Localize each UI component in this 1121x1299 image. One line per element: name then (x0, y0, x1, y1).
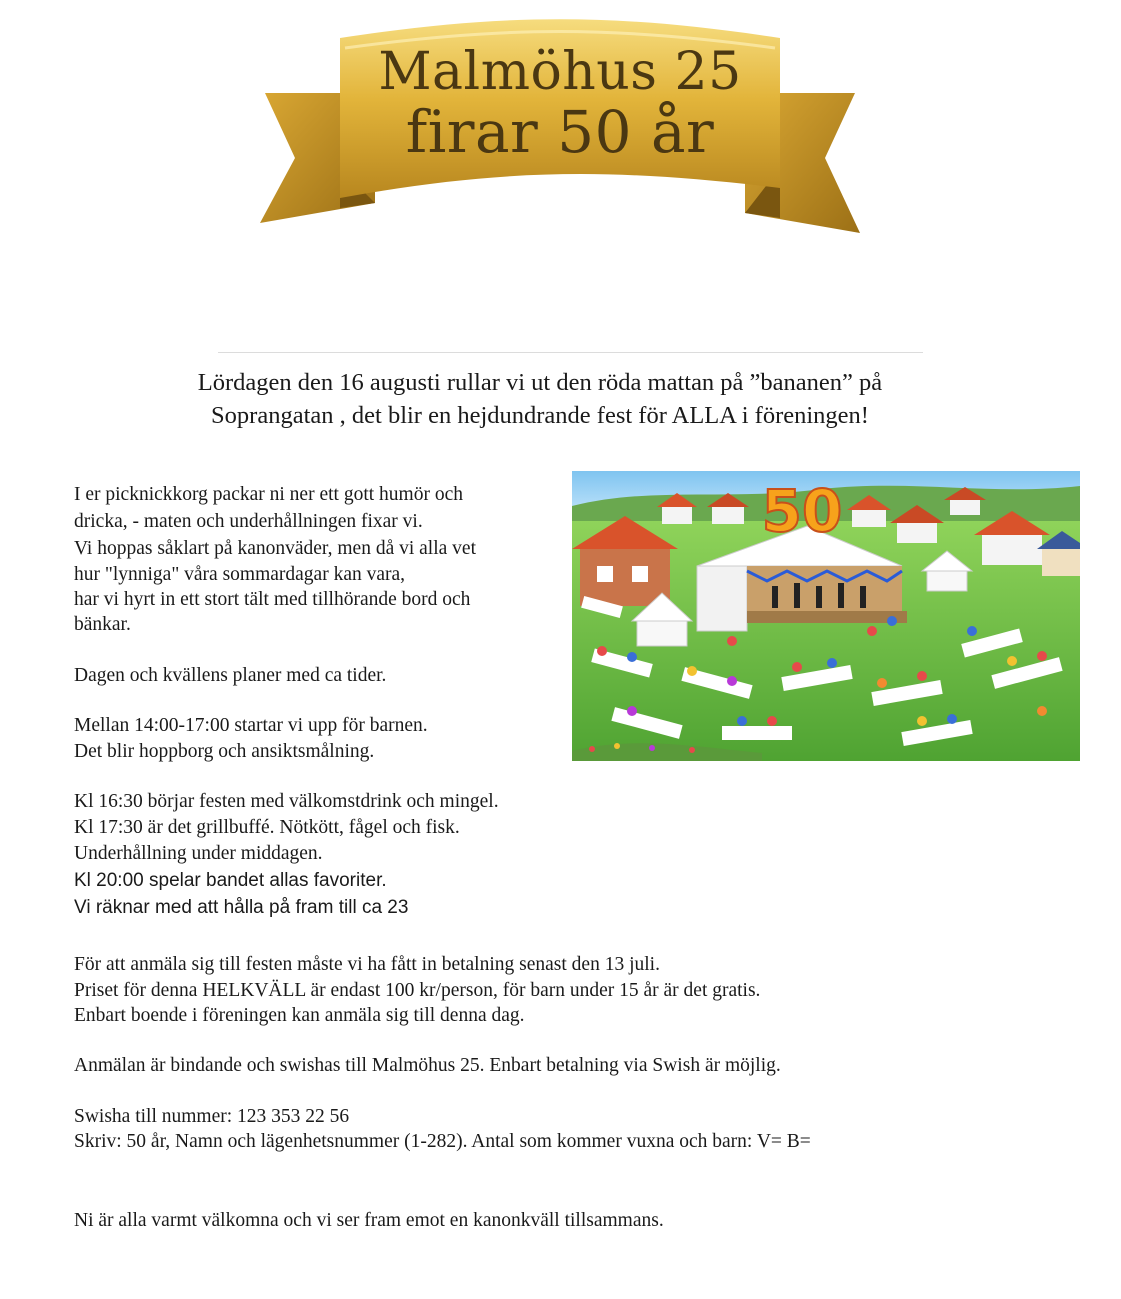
binding-note: Anmälan är bindande och swishas till Malmöhus 25. Enbart betalning via Swish är möjlig. (74, 1055, 781, 1076)
registration-line: För att anmäla sig till festen måste vi ha fått in betalning senast den 13 juli. (74, 954, 660, 975)
title-banner (255, 18, 865, 243)
banner-title-line-1: Malmöhus 25 (378, 42, 742, 102)
closing-text: Ni är alla varmt välkomna och vi ser fram emot en kanonkväll tillsammans. (74, 1210, 664, 1231)
divider (218, 352, 923, 353)
registration-line: Enbart boende i föreningen kan anmäla sig till denna dag. (74, 1005, 525, 1026)
swish-instructions: Skriv: 50 år, Namn och lägenhetsnummer (1-282). Antal som kommer vuxna och barn: V= B= (74, 1131, 811, 1152)
text-line: dricka, - maten och underhållningen fixar vi. (74, 511, 423, 532)
party-illustration (572, 471, 1080, 761)
text-line: bänkar. (74, 614, 131, 635)
text-line: Mellan 14:00-17:00 startar vi upp för barnen. (74, 715, 428, 736)
plans-heading: Dagen och kvällens planer med ca tider. (74, 665, 387, 686)
schedule-line: Kl 16:30 börjar festen med välkomstdrink och mingel. (74, 791, 499, 812)
schedule-line: Kl 17:30 är det grillbuffé. Nötkött, fågel och fisk. (74, 817, 460, 838)
text-line: Det blir hoppborg och ansiktsmålning. (74, 741, 375, 762)
schedule-line: Underhållning under middagen. (74, 843, 323, 864)
text-line: I er picknickkorg packar ni ner ett gott humör och (74, 484, 463, 505)
intro-line: Lördagen den 16 augusti rullar vi ut den röda mattan på ”bananen” på (197, 369, 883, 396)
text-line: Vi hoppas såklart på kanonväder, men då vi alla vet (74, 538, 476, 559)
schedule-line: Kl 20:00 spelar bandet allas favoriter. (74, 870, 387, 891)
banner-title-line-2: firar 50 år (405, 98, 715, 166)
schedule-line: Vi räknar med att hålla på fram till ca 23 (74, 897, 409, 918)
sign-number: 50 (761, 477, 843, 545)
text-line: har vi hyrt in ett stort tält med tillhörande bord och (74, 589, 471, 610)
text-line: hur "lynniga" våra sommardagar kan vara, (74, 564, 406, 585)
intro-heading (90, 366, 990, 432)
registration-line: Priset för denna HELKVÄLL är endast 100 kr/person, för barn under 15 år är det gratis. (74, 980, 761, 1001)
intro-line: Soprangatan , det blir en hejdundrande fest för ALLA i föreningen! (211, 402, 869, 429)
swish-number: Swisha till nummer: 123 353 22 56 (74, 1106, 350, 1127)
